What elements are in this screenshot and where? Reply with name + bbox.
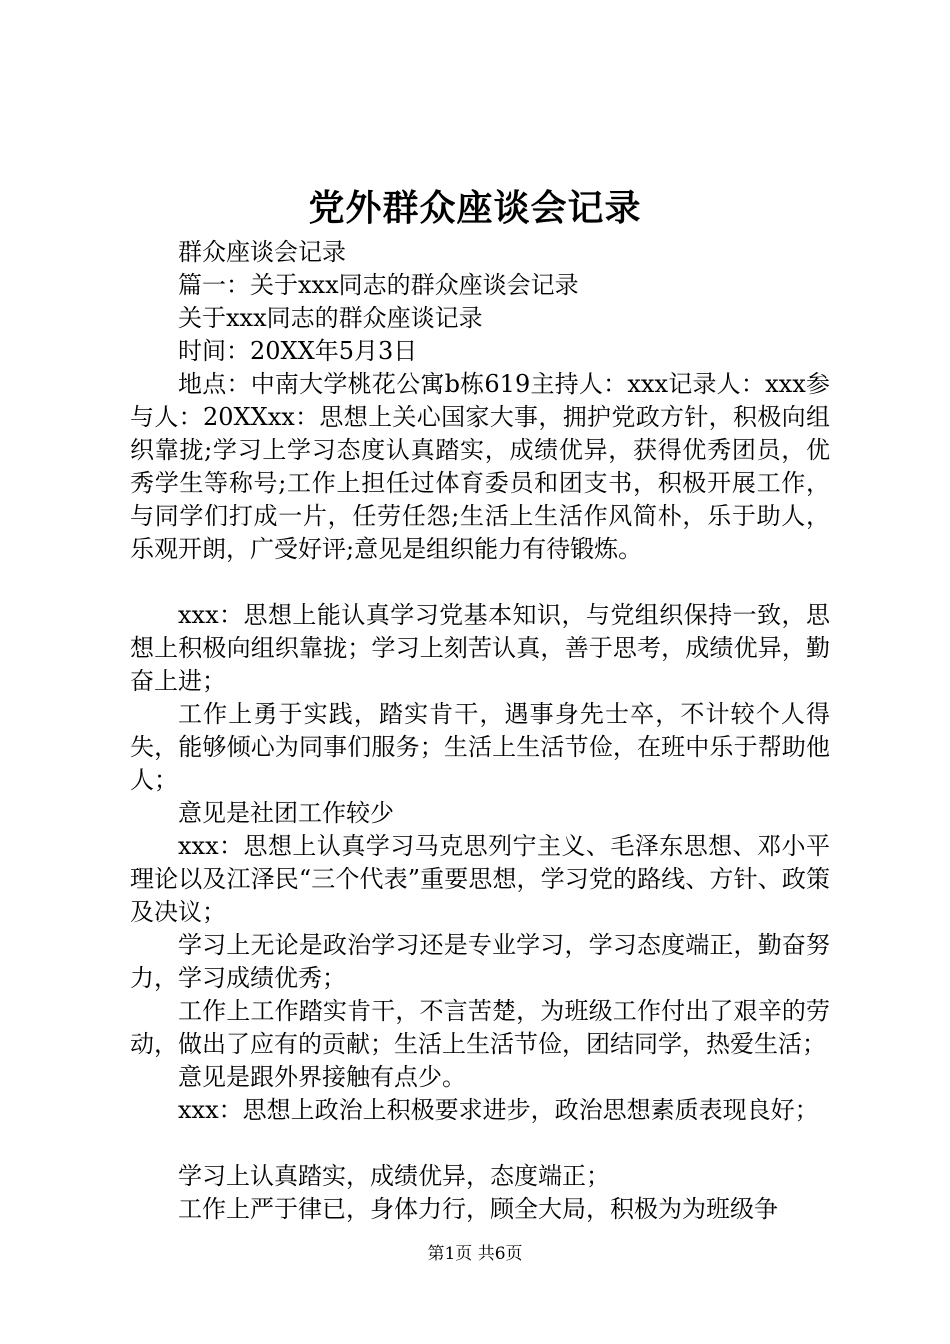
paragraph: 工作上严于律已，身体力行，顾全大局，积极为为班级争	[178, 1195, 778, 1223]
paragraph: 篇一：关于xxx同志的群众座谈会记录	[178, 271, 579, 299]
document-title: 党外群众座谈会记录	[308, 187, 642, 229]
paragraph: 群众座谈会记录	[178, 238, 346, 266]
paragraph: 意见是社团工作较少	[178, 799, 394, 827]
paragraph: 地点：中南大学桃花公寓b栋619主持人：xxx记录人：xxx参与人：20XXxx：思想上关心国家大事，拥护党政方针，积极向组织靠拢;学习上学习态度认真踏实，成绩优异，获得优秀团员，优秀学生等称号;工作上担任过体育委员和团支书，积极开展工作，与同学们打成一片，任劳任怨;生活上生活作风简朴，乐于助人，乐观开朗，广受好评;意见是组织能力有待锻炼。	[130, 370, 830, 563]
paragraph: xxx：思想上政治上积极要求进步，政治思想素质表现良好；	[178, 1096, 819, 1124]
page-footer: 第1页 共6页	[427, 1244, 523, 1264]
paragraph: 工作上勇于实践，踏实肯干，遇事身先士卒，不计较个人得失，能够倾心为同事们服务；生活上生活节俭，在班中乐于帮助他人；	[130, 700, 830, 794]
paragraph: 关于xxx同志的群众座谈记录	[178, 304, 483, 332]
paragraph: 时间：20XX年5月3日	[178, 337, 418, 365]
paragraph: 工作上工作踏实肯干，不言苦楚，为班级工作付出了艰辛的劳动，做出了应有的贡献；生活上生活节俭，团结同学，热爱生活；	[130, 997, 830, 1058]
paragraph: xxx：思想上能认真学习党基本知识，与党组织保持一致，思想上积极向组织靠拢；学习上刻苦认真，善于思考，成绩优异，勤奋上进；	[130, 601, 830, 695]
paragraph: 学习上认真踏实，成绩优异，态度端正；	[178, 1162, 610, 1190]
paragraph: xxx：思想上认真学习马克思列宁主义、毛泽东思想、邓小平理论以及江泽民“三个代表”重要思想，学习党的路线、方针、政策及决议；	[130, 832, 830, 926]
paragraph: 意见是跟外界接触有点少。	[178, 1063, 466, 1091]
paragraph: 学习上无论是政治学习还是专业学习，学习态度端正，勤奋努力，学习成绩优秀；	[130, 931, 830, 992]
document-body	[130, 236, 830, 1226]
